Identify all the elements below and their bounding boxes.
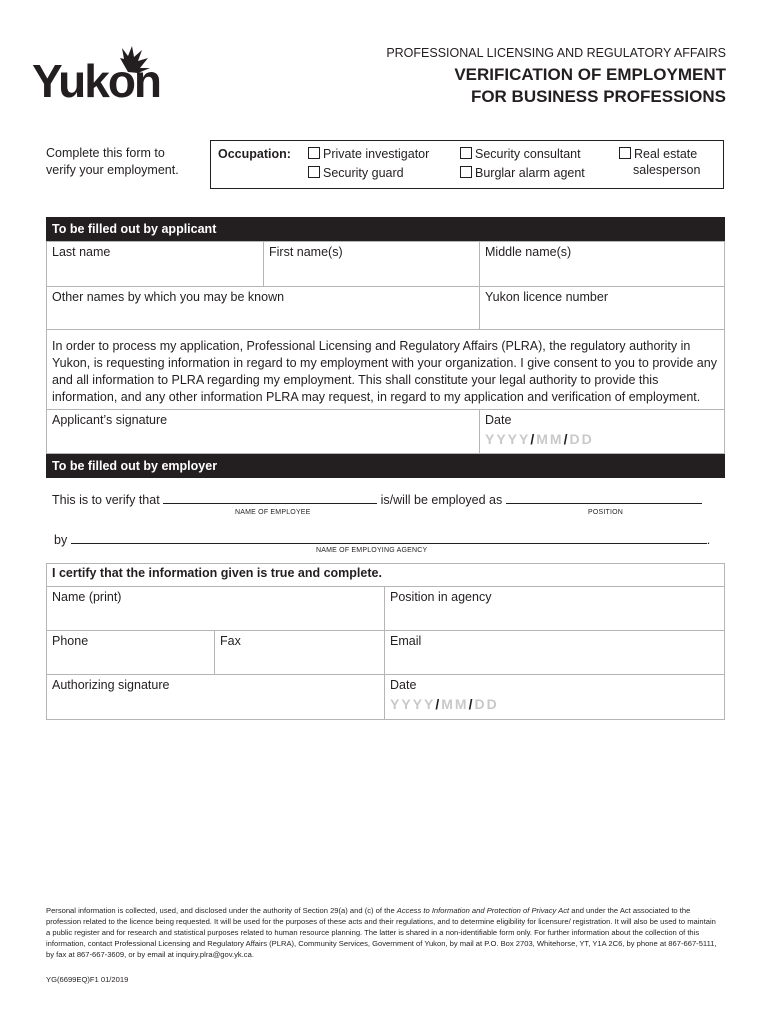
verify-statement: [52, 492, 702, 507]
checkbox-icon[interactable]: [619, 147, 631, 159]
checkbox-security-guard[interactable]: [308, 165, 404, 182]
option-label: Security guard: [323, 166, 404, 180]
field-label: Phone: [52, 634, 89, 648]
department-name: PROFESSIONAL LICENSING AND REGULATORY AFFAIRS: [386, 46, 726, 60]
privacy-text-2: and under the Act associated to the profession related to the licence being requested. It will be used for the purposes of these acts and their regulations, and to determine eligibility for licensure/ registration. It will also be used to maintain a public register and for research and statistical purposes related to human resource planning. The latter is shared in a non-identifiable form only. For further information about the collection of this information, contact Professional Licensing and Regulatory Affairs (PLRA), Community Services, Government of Yukon, by mail at P.O. Box 2703, Whitehorse, YT, Y1A 2C6, by phone at 867-667-5111, by fax at 867-667-3609, or by email at inquiry.plra@gov.yk.ca.: [46, 906, 717, 959]
field-label: Last name: [52, 245, 111, 259]
field-label: Middle name(s): [485, 245, 572, 259]
checkbox-icon[interactable]: [308, 147, 320, 159]
field-label: Name (print): [52, 590, 122, 604]
checkbox-icon[interactable]: [460, 147, 472, 159]
date-day: DD: [474, 696, 499, 712]
form-title-line2: FOR BUSINESS PROFESSIONS: [470, 87, 726, 106]
applicant-section-header: To be filled out by applicant: [46, 217, 725, 241]
checkbox-security-consultant[interactable]: [460, 146, 581, 163]
form-title-line1: VERIFICATION OF EMPLOYMENT: [454, 65, 726, 84]
name-of-agency-caption: NAME OF EMPLOYING AGENCY: [316, 547, 428, 554]
checkbox-private-investigator[interactable]: [308, 146, 429, 163]
other-names-field[interactable]: [46, 286, 480, 330]
field-label: Applicant’s signature: [52, 413, 168, 427]
date-month: MM: [536, 431, 564, 447]
employer-date-field[interactable]: [384, 674, 725, 720]
option-label-continued: salesperson: [633, 163, 701, 177]
by-label: by: [54, 533, 68, 547]
option-label: Security consultant: [475, 147, 581, 161]
checkbox-icon[interactable]: [460, 166, 472, 178]
checkbox-burglar-alarm-agent[interactable]: [460, 165, 585, 182]
intro-text: Complete this form to verify your employment.: [46, 146, 179, 177]
occupation-label: Occupation:: [218, 147, 291, 161]
option-label: Real estate: [634, 147, 698, 161]
verify-middle: is/will be employed as: [380, 493, 503, 507]
date-placeholder: YYYY/MM/DD: [390, 696, 499, 712]
certify-statement: I certify that the information given is true and complete.: [52, 566, 382, 580]
option-label: Burglar alarm agent: [475, 166, 585, 180]
date-placeholder: YYYY/MM/DD: [485, 431, 594, 447]
position-caption: POSITION: [588, 509, 624, 516]
privacy-notice: [46, 905, 722, 960]
field-label: Yukon licence number: [485, 290, 608, 304]
licence-number-field[interactable]: [479, 286, 725, 330]
applicant-signature-field[interactable]: [46, 409, 480, 454]
date-day: DD: [569, 431, 594, 447]
agency-line[interactable]: [71, 532, 707, 544]
applicant-date-field[interactable]: [479, 409, 725, 454]
field-label: Email: [390, 634, 422, 648]
field-label: Date: [390, 678, 417, 692]
form-number: YG(6699EQ)F1 01/2019: [46, 975, 129, 984]
phone-field[interactable]: [46, 630, 215, 675]
field-label: Fax: [220, 634, 241, 648]
name-print-field[interactable]: [46, 586, 385, 631]
checkbox-real-estate[interactable]: [619, 146, 697, 163]
employee-name-line[interactable]: [163, 492, 377, 504]
authorizing-signature-field[interactable]: [46, 674, 385, 720]
field-label: Authorizing signature: [52, 678, 170, 692]
field-label: Date: [485, 413, 512, 427]
date-year: YYYY: [390, 696, 436, 712]
option-label: Private investigator: [323, 147, 430, 161]
logo-wordmark: Yukon: [32, 55, 161, 107]
last-name-field[interactable]: [46, 241, 264, 287]
verify-prefix: This is to verify that: [52, 493, 160, 507]
email-field[interactable]: [384, 630, 725, 675]
middle-name-field[interactable]: [479, 241, 725, 287]
date-year: YYYY: [485, 431, 531, 447]
name-of-employee-caption: NAME OF EMPLOYEE: [235, 509, 311, 516]
field-label: Position in agency: [390, 590, 492, 604]
position-line[interactable]: [506, 492, 702, 504]
fax-field[interactable]: [214, 630, 385, 675]
field-label: First name(s): [269, 245, 343, 259]
date-month: MM: [441, 696, 469, 712]
form-title: [454, 64, 726, 108]
privacy-text-1: Personal information is collected, used, and disclosed under the authority of Section 29(a) and (c) of the: [46, 906, 395, 915]
first-name-field[interactable]: [263, 241, 480, 287]
field-label: Other names by which you may be known: [52, 290, 285, 304]
consent-text: In order to process my application, Professional Licensing and Regulatory Affairs (PLRA), the regulatory authority in Yukon, is requesting information in regard to my employment with your organization. I give consent to you to provide any and all information to PLRA regarding my employment. This shall constitute your legal authority to provide this information, and any other information PLRA may request, in regard to my application and verification of employment.: [52, 339, 717, 404]
position-in-agency-field[interactable]: [384, 586, 725, 631]
employer-section-header: To be filled out by employer: [46, 454, 725, 478]
checkbox-icon[interactable]: [308, 166, 320, 178]
privacy-act-name: Access to Information and Protection of Privacy Act: [396, 906, 570, 915]
agency-statement: by .: [54, 533, 711, 547]
